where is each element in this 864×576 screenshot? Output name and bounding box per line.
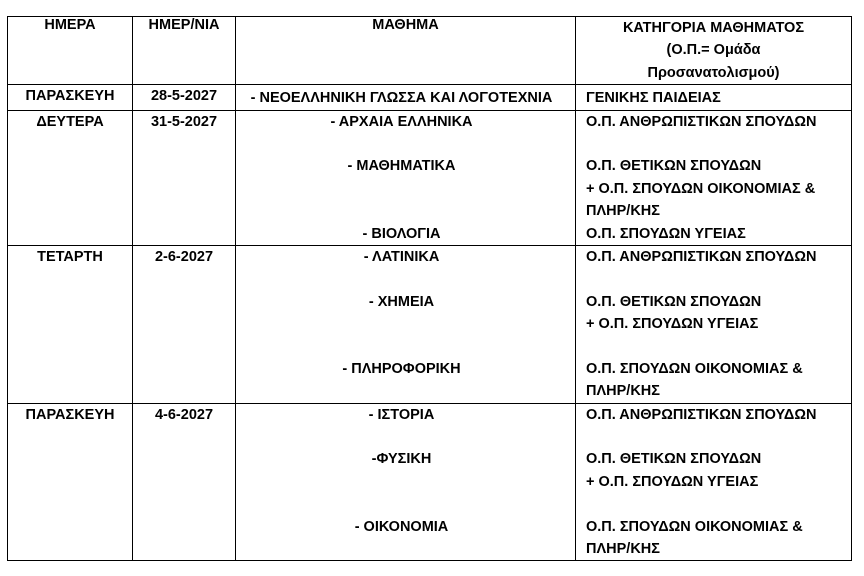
category-item: Ο.Π. ΑΝΘΡΩΠΙΣΤΙΚΩΝ ΣΠΟΥΔΩΝ — [586, 248, 817, 265]
subject-item: -ΦΥΣΙΚΗ — [371, 451, 432, 468]
date-cell: 28-5-2027 — [133, 85, 236, 110]
subject-item: - ΑΡΧΑΙΑ ΕΛΛΗΝΙΚΑ — [330, 113, 473, 130]
subject-item: - ΧΗΜΕΙΑ — [368, 293, 435, 310]
category-item: ΠΛΗΡ/ΚΗΣ — [586, 203, 660, 220]
subject-item: - ΒΙΟΛΟΓΙΑ — [362, 225, 441, 242]
table-row — [8, 85, 852, 110]
subject-item: - ΙΣΤΟΡΙΑ — [368, 406, 435, 423]
date-cell: 31-5-2027 — [133, 110, 236, 245]
subject-item: - ΜΑΘΗΜΑΤΙΚΑ — [347, 158, 456, 175]
subject-cell — [236, 403, 576, 561]
day-cell: ΔΕΥΤΕΡΑ — [8, 110, 133, 245]
table-row — [8, 245, 852, 403]
category-item: Ο.Π. ΘΕΤΙΚΩΝ ΣΠΟΥΔΩΝ — [586, 293, 762, 310]
subject-cell — [236, 110, 576, 245]
category-item: Ο.Π. ΣΠΟΥΔΩΝ ΟΙΚΟΝΟΜΙΑΣ & — [586, 518, 803, 535]
category-item: Ο.Π. ΑΝΘΡΩΠΙΣΤΙΚΩΝ ΣΠΟΥΔΩΝ — [586, 113, 817, 130]
category-item: ΠΛΗΡ/ΚΗΣ — [586, 383, 660, 400]
table-row — [8, 110, 852, 245]
category-item: Ο.Π. ΑΝΘΡΩΠΙΣΤΙΚΩΝ ΣΠΟΥΔΩΝ — [586, 406, 817, 423]
category-item: Ο.Π. ΣΠΟΥΔΩΝ ΟΙΚΟΝΟΜΙΑΣ & — [586, 360, 803, 377]
category-item: Ο.Π. ΘΕΤΙΚΩΝ ΣΠΟΥΔΩΝ — [586, 451, 762, 468]
category-cell: ΓΕΝΙΚΗΣ ΠΑΙΔΕΙΑΣ — [576, 85, 852, 110]
subject-cell: - ΝΕΟΕΛΛΗΝΙΚΗ ΓΛΩΣΣΑ ΚΑΙ ΛΟΓΟΤΕΧΝΙΑ — [236, 85, 576, 110]
subject-item: - ΠΛΗΡΟΦΟΡΙΚΗ — [342, 360, 461, 377]
subject-cell — [236, 245, 576, 403]
day-cell: ΤΕΤΑΡΤΗ — [8, 245, 133, 403]
header-row — [8, 17, 852, 85]
header-day: ΗΜΕΡΑ — [8, 17, 133, 85]
exam-schedule-table — [7, 16, 852, 561]
day-cell: ΠΑΡΑΣΚΕΥΗ — [8, 85, 133, 110]
header-category-line3: Προσανατολισμού) — [647, 64, 780, 81]
category-item: Ο.Π. ΣΠΟΥΔΩΝ ΥΓΕΙΑΣ — [586, 225, 746, 242]
header-category — [576, 17, 852, 85]
category-item: + Ο.Π. ΣΠΟΥΔΩΝ ΟΙΚΟΝΟΜΙΑΣ & — [586, 180, 816, 197]
subject-item: - ΛΑΤΙΝΙΚΑ — [363, 248, 440, 265]
header-category-line2: (Ο.Π.= Ομάδα — [666, 42, 761, 59]
category-cell — [576, 403, 852, 561]
header-category-line1: ΚΑΤΗΓΟΡΙΑ ΜΑΘΗΜΑΤΟΣ — [622, 20, 805, 36]
header-subject: ΜΑΘΗΜΑ — [236, 17, 576, 85]
subject-item: - ΟΙΚΟΝΟΜΙΑ — [354, 518, 449, 535]
category-item: ΠΛΗΡ/ΚΗΣ — [586, 540, 660, 557]
date-cell: 4-6-2027 — [133, 403, 236, 561]
category-item: + Ο.Π. ΣΠΟΥΔΩΝ ΥΓΕΙΑΣ — [586, 316, 759, 333]
header-date: ΗΜΕΡ/ΝΙΑ — [133, 17, 236, 85]
category-item: Ο.Π. ΘΕΤΙΚΩΝ ΣΠΟΥΔΩΝ — [586, 158, 762, 175]
table-row — [8, 403, 852, 561]
date-cell: 2-6-2027 — [133, 245, 236, 403]
category-cell — [576, 245, 852, 403]
category-cell — [576, 110, 852, 245]
day-cell: ΠΑΡΑΣΚΕΥΗ — [8, 403, 133, 561]
category-item: + Ο.Π. ΣΠΟΥΔΩΝ ΥΓΕΙΑΣ — [586, 473, 759, 490]
